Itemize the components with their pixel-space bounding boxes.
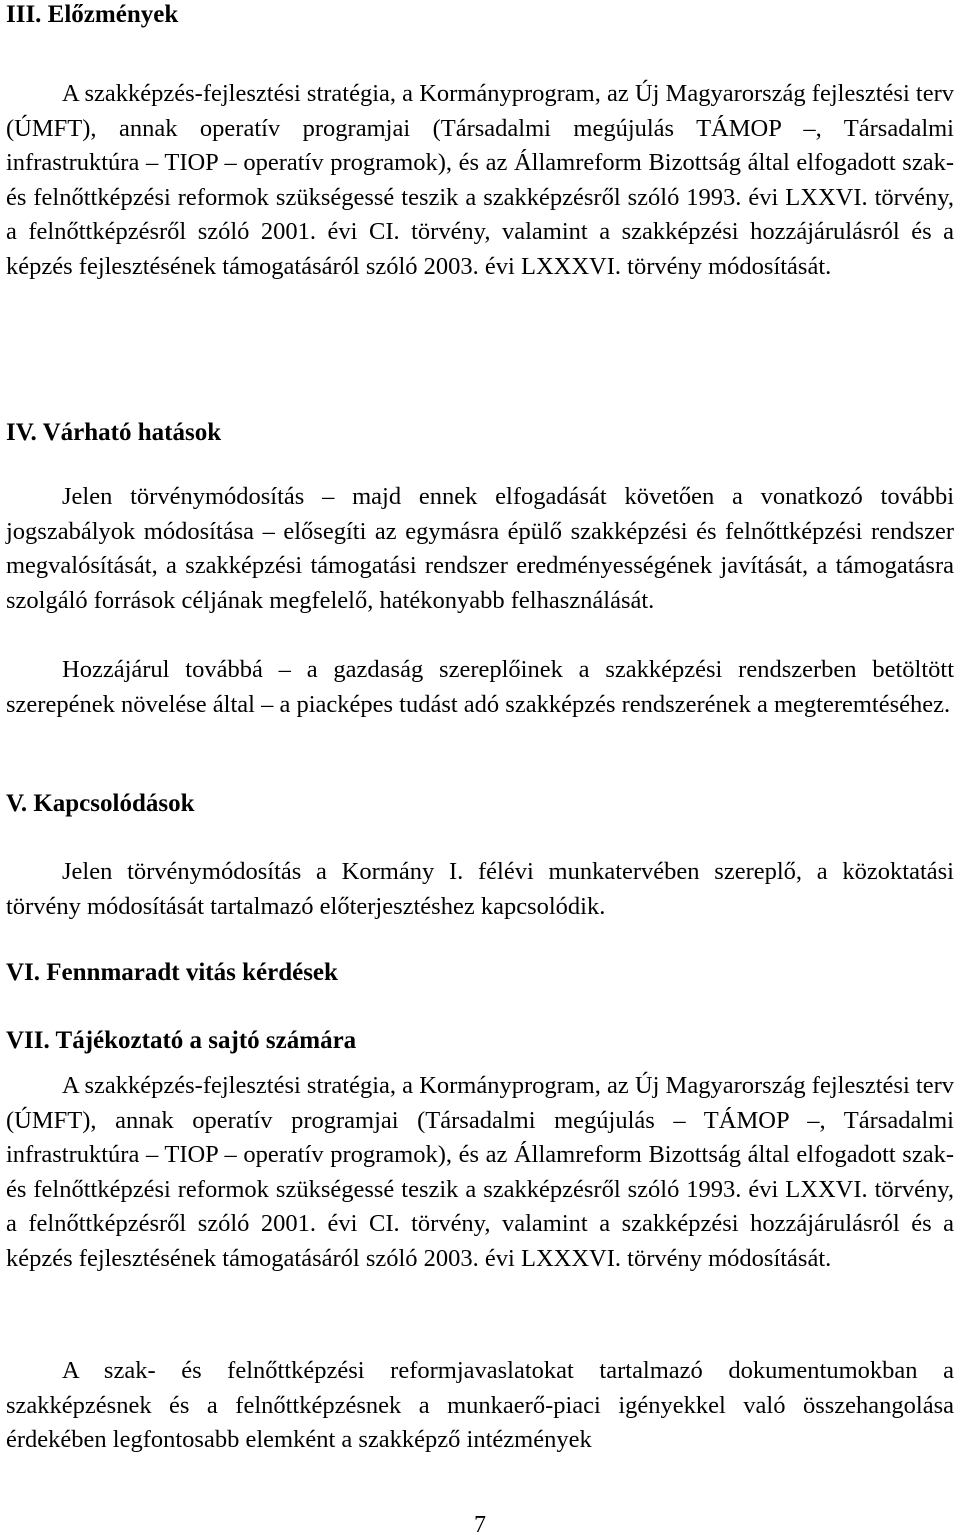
paragraph-kapcsolodasok: Jelen törvénymódosítás a Kormány I. félévi munkatervében szereplő, a közoktatási törvény módosítását tartalmazó előterjesztéshez kapcsolódik.: [6, 858, 954, 920]
section-heading-varhato-hatasok: IV. Várható hatások: [6, 419, 222, 446]
page-number: 7: [474, 1512, 486, 1538]
section-heading-vitas-kerdesek: VI. Fennmaradt vitás kérdések: [6, 959, 338, 986]
section-heading-sajto: VII. Tájékoztató a sajtó számára: [6, 1027, 357, 1054]
paragraph-sajto-2: A szak- és felnőttképzési reformjavaslatokat tartalmazó dokumentumokban a szakképzésnek és a felnőttképzésnek a munkaerő-piaci igényekkel való összehangolása érdekében legfontosabb elemként a szakképző intézmények: [6, 1357, 954, 1453]
section-heading-elozmenyek: III. Előzmények: [6, 1, 179, 28]
paragraph-elozmenyek: A szakképzés-fejlesztési stratégia, a Kormányprogram, az Új Magyarország fejlesztési terv (ÚMFT), annak operatív programjai (Társadalmi megújulás TÁMOP –, Társadalmi infrastruktúra – TIOP – operatív programok), és az Államreform Bizottság által elfogadott szak- és felnőttképzési reformok szükségessé teszik a szakképzésről szóló 1993. évi LXXVI. törvény, a felnőttképzésről szóló 2001. évi CI. törvény, valamint a szakképzési hozzájárulásról és a képzés fejlesztésének támogatásáról szóló 2003. évi LXXXVI. törvény módosítását.: [6, 80, 954, 280]
paragraph-varhato-hatasok-1: Jelen törvénymódosítás – majd ennek elfogadását követően a vonatkozó további jogszabályok módosítása – elősegíti az egymásra épülő szakképzési és felnőttképzési rendszer megvalósítását, a szakképzési támogatási rendszer eredményességének javítását, a támogatásra szolgáló források céljának megfelelő, hatékonyabb felhasználását.: [6, 483, 954, 614]
paragraph-sajto-1: A szakképzés-fejlesztési stratégia, a Kormányprogram, az Új Magyarország fejlesztési terv (ÚMFT), annak operatív programjai (Társadalmi megújulás – TÁMOP –, Társadalmi infrastruktúra – TIOP – operatív programok), és az Államreform Bizottság által elfogadott szak- és felnőttképzési reformok szükségessé teszik a szakképzésről szóló 1993. évi LXXVI. törvény, a felnőttképzésről szóló 2001. évi CI. törvény, valamint a szakképzési hozzájárulásról és a képzés fejlesztésének támogatásáról szóló 2003. évi LXXXVI. törvény módosítását.: [6, 1072, 954, 1272]
section-heading-kapcsolodasok: V. Kapcsolódások: [6, 790, 195, 817]
paragraph-varhato-hatasok-2: Hozzájárul továbbá – a gazdaság szereplőinek a szakképzési rendszerben betöltött szerepének növelése által – a piacképes tudást adó szakképzés rendszerének a megteremtéséhez.: [6, 656, 954, 718]
